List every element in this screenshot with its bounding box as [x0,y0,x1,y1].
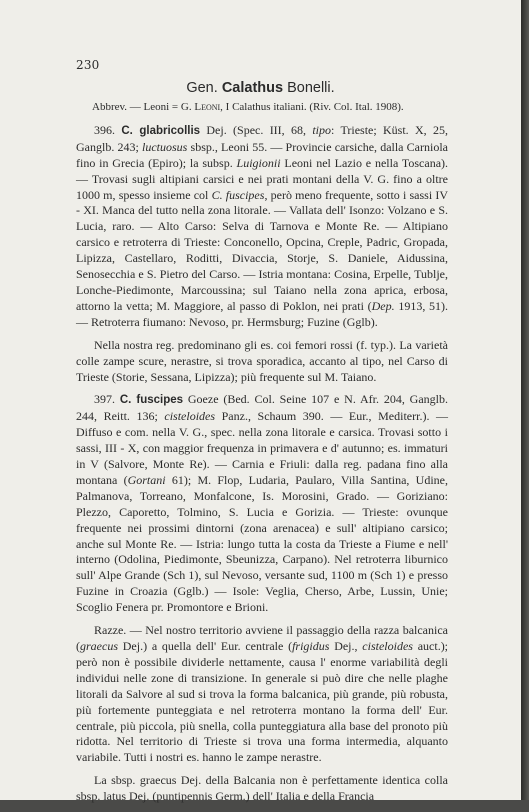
species-name: C. fuscipes [119,394,184,407]
entry-text: : Trieste; Küst. X, 25, Ganglb. 243; [76,122,448,154]
entry-italic: cisteloides [362,639,413,653]
entry-italic: Luigionii [236,155,281,170]
page-body [76,100,448,812]
genus-heading [0,80,521,96]
genus-author: Bonelli. [287,80,335,96]
entry-italic: Dep. [371,298,395,313]
abbrev-author: Leoni [194,101,221,113]
subspecies-paragraph: La sbsp. graecus Dej. della Balcania non è perfettamente identica colla sbsp. latus Dej. (puntipennis Germ.) dell' Italia e della Francia [76,773,448,804]
entry-italic: Gortani [127,472,166,487]
entry-text: auct.); però non è possibile dividerle nettamente, causa l' enorme variabilità degli individui nelle zone di transizione. In generale si può dire che nelle plaghe litorali da Salvore al sud si trova la forma balcanica, più grande, più robusta, più fortemente punteggiata e nel retroterra montano la forma dell' Eur. centrale, più piccola, più snella, colla punteggiatura alla base del pronoto più ridotta. Nel territorio di Trieste si trova una forma intermedia, alquanto variabile. Tutti i nostri es. hanno le zampe nerastre. [76,639,449,765]
species-entry-397 [76,392,448,616]
entry-text: Dej., [334,639,358,653]
species-entry-396 [76,123,448,331]
entry-text: , però meno frequente, sotto i sassi IV - XI. Manca del tutto nella zona litorale. — Vallata dell' Isonzo: Volzano e S. Lucia, raro. — Alto Carso: Selva di Tarnova e Monte Re. — Altipiano carsico e retroterra di Trieste: Conconello, Opcina, Creple, Padric, Gropada, Lipizza, Castellaro, Roditti, Divaccia, Storje, S. Daniele, Aidussina, Senosecchia e S. Pietro del Carso. — Istria montana: Cosina, Erpelle, Tublje, Lonche-Piedimonte, Marcoussina; sul Taiano nella zona aprica, erbosa, attorno la vetta; M. Maggiore, al passo di Poklon, nei prati ( [76,187,449,313]
entry-text: Dej.) a quella dell' Eur. centrale ( [122,639,293,653]
entry-italic: C. fuscipes [211,187,265,202]
entry-text: Leoni nel Lazio e nella Toscana). — Trovasi sugli altipiani carsici e nei prati montani della V. G. fino a oltre 1000 m, spesso insieme col [76,155,449,202]
entry-text: sbsp., Leoni 55. — Provincie carsiche, dalla Carniola fino in Grecia (Epiro); la subsp. [76,139,448,170]
page-number: 230 [76,58,100,72]
book-binding-edge [521,0,529,800]
abbreviation-note [76,100,448,116]
entry-italic: graecus [80,639,118,653]
races-paragraph [76,623,448,766]
entry-italic: cisteloides [164,409,216,424]
abbrev-text-end: , I Calathus italiani. (Riv. Col. Ital. 1908). [220,101,404,113]
genus-prefix: Gen. [186,80,218,96]
entry-italic: luctuosus [142,139,188,154]
species-number: 396. [94,122,115,137]
species-number: 397. [94,392,115,407]
entry-text: 1913, 51). — Retroterra fiumano: Nevoso, pr. Hermsburg; Fuzine (Gglb). [76,298,449,329]
entry-text: Panz., Schaum 390. — Eur., Mediterr.). — Diffuso e com. nella V. G., spec. nella zona litorale e carsica. Trovasi sotto i sassi, III - X, con maggior frequenza in primavera e d' autunno; es. immaturi in V (Salvore, Monte Re). — Carnia e Friuli: dalla reg. padana fino alla montana ( [76,409,449,487]
abbrev-text: Abbrev. — Leoni = G. [92,101,192,113]
entry-italic: frigidus [292,639,330,653]
entry-text: Dej. (Spec. III, 68, [206,122,307,137]
entry-italic: tipo [312,122,332,137]
variety-note: Nella nostra reg. predominano gli es. coi femori rossi (f. typ.). La varietà colle zampe scure, nerastre, si trova sporadica, accanto al tipo, nel Carso di Trieste (Storie, Sessana, Lipizza); più frequente sul M. Taiano. [76,337,448,384]
genus-name: Calathus [221,80,284,96]
entry-text: Goeze (Bed. Col. Seine 107 e N. Afr. 204, Ganglb. 244, Reitt. 136; [76,392,449,424]
entry-text: Razze. — Nel nostro territorio avviene il passaggio della razza balcanica ( [76,623,448,653]
species-name: C. glabricollis [121,124,201,137]
entry-text: 61); M. Flop, Ludaria, Paularo, Villa Santina, Udine, Palmanova, Torreano, Monfalcone, Is. Morosini, Grado. — Goriziano: Plezzo, Caporetto, Tolmino, S. Lucia e Gorizia. — Trieste: ovunque frequente nei prossimi dintorni (zona arenacea) e sull' altipiano carsico; anche sul Monte Re. — Istria: lungo tutta la costa da Trieste a Fiume e nell' interno (Odolina, Piedimonte, Sbeunizza, Carpano). Nel retroterra liburnico sull' Alpe Grande (Sch 1), sul Nevoso, versante sud, 1100 m (Sch 1) e presso Fuzine in Croazia (Gglb.) — Isole: Veglia, Cherso, Arbe, Lussin, Unie; Scoglio Fenera pr. Promontore e Brioni. [76,472,448,615]
